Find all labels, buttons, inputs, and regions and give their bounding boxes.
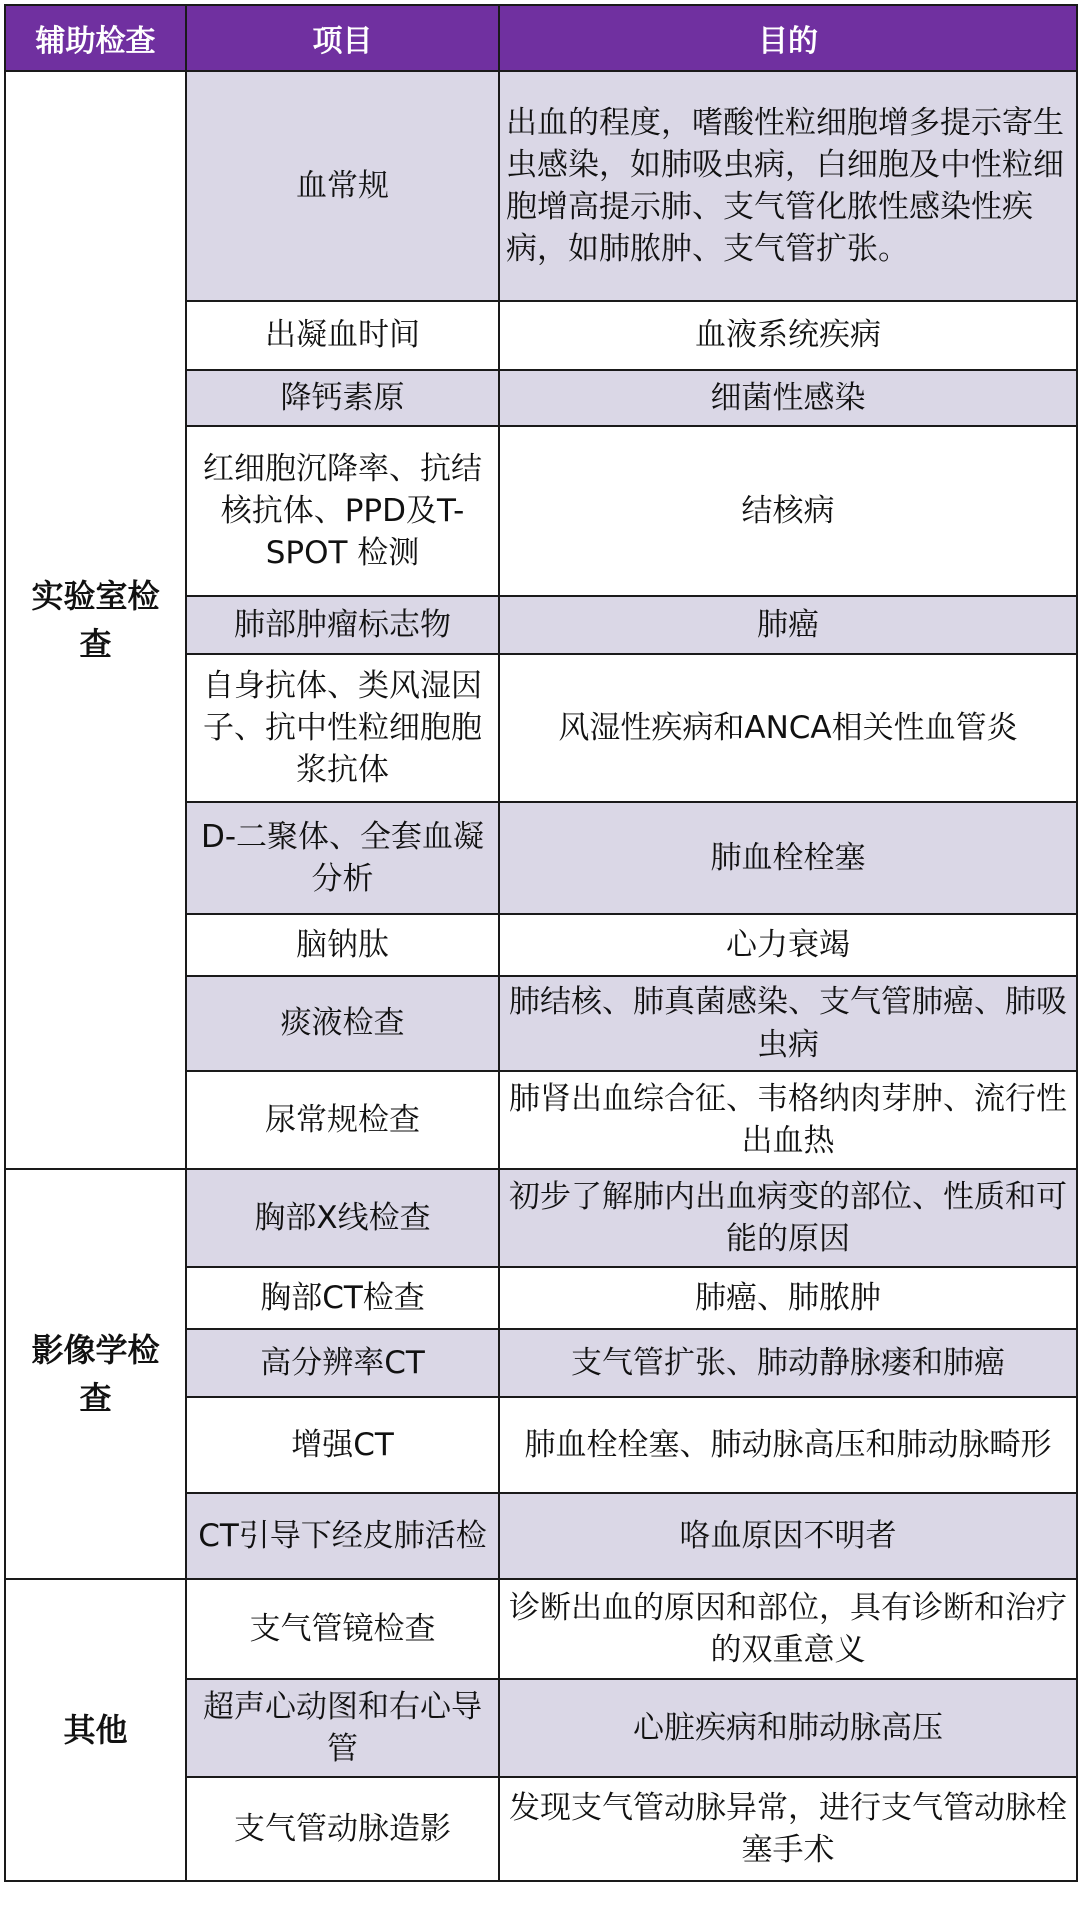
header-purpose: 目的	[499, 5, 1077, 71]
purpose-cell: 初步了解肺内出血病变的部位、性质和可能的原因	[499, 1169, 1077, 1267]
purpose-cell: 血液系统疾病	[499, 301, 1077, 370]
header-row	[5, 5, 1077, 71]
auxiliary-exam-table	[4, 4, 1078, 1882]
item-cell: CT引导下经皮肺活检	[186, 1493, 499, 1579]
exam-table-container	[4, 4, 1076, 1903]
table-row	[5, 1169, 1077, 1267]
purpose-cell: 支气管扩张、肺动静脉瘘和肺癌	[499, 1329, 1077, 1397]
purpose-cell: 肺癌、肺脓肿	[499, 1267, 1077, 1329]
item-cell: 尿常规检查	[186, 1071, 499, 1169]
purpose-cell: 心脏疾病和肺动脉高压	[499, 1679, 1077, 1777]
header-item: 项目	[186, 5, 499, 71]
purpose-cell: 结核病	[499, 426, 1077, 596]
item-cell: 支气管动脉造影	[186, 1777, 499, 1881]
item-cell: 痰液检查	[186, 976, 499, 1071]
purpose-cell: 咯血原因不明者	[499, 1493, 1077, 1579]
item-cell: D-二聚体、全套血凝分析	[186, 802, 499, 914]
item-cell: 超声心动图和右心导管	[186, 1679, 499, 1777]
purpose-cell: 肺血栓栓塞、肺动脉高压和肺动脉畸形	[499, 1397, 1077, 1493]
item-cell: 支气管镜检查	[186, 1579, 499, 1679]
header-category: 辅助检查	[5, 5, 186, 71]
category-imaging: 影像学检查	[5, 1169, 186, 1579]
category-other: 其他	[5, 1579, 186, 1881]
purpose-cell: 风湿性疾病和ANCA相关性血管炎	[499, 654, 1077, 802]
item-cell: 高分辨率CT	[186, 1329, 499, 1397]
purpose-cell: 肺肾出血综合征、韦格纳肉芽肿、流行性出血热	[499, 1071, 1077, 1169]
purpose-cell: 发现支气管动脉异常，进行支气管动脉栓塞手术	[499, 1777, 1077, 1881]
item-cell: 肺部肿瘤标志物	[186, 596, 499, 654]
item-cell: 自身抗体、类风湿因子、抗中性粒细胞胞浆抗体	[186, 654, 499, 802]
table-row	[5, 1579, 1077, 1679]
item-cell: 血常规	[186, 71, 499, 301]
table-row	[5, 71, 1077, 301]
category-lab: 实验室检查	[5, 71, 186, 1169]
purpose-cell: 细菌性感染	[499, 370, 1077, 426]
purpose-cell: 心力衰竭	[499, 914, 1077, 976]
purpose-cell: 诊断出血的原因和部位，具有诊断和治疗的双重意义	[499, 1579, 1077, 1679]
item-cell: 红细胞沉降率、抗结核抗体、PPD及T-SPOT 检测	[186, 426, 499, 596]
item-cell: 胸部CT检查	[186, 1267, 499, 1329]
purpose-cell: 出血的程度，嗜酸性粒细胞增多提示寄生虫感染，如肺吸虫病，白细胞及中性粒细胞增高提示肺、支气管化脓性感染性疾病，如肺脓肿、支气管扩张。	[499, 71, 1077, 301]
item-cell: 脑钠肽	[186, 914, 499, 976]
item-cell: 降钙素原	[186, 370, 499, 426]
item-cell: 增强CT	[186, 1397, 499, 1493]
purpose-cell: 肺结核、肺真菌感染、支气管肺癌、肺吸虫病	[499, 976, 1077, 1071]
purpose-cell: 肺癌	[499, 596, 1077, 654]
item-cell: 出凝血时间	[186, 301, 499, 370]
purpose-cell: 肺血栓栓塞	[499, 802, 1077, 914]
item-cell: 胸部X线检查	[186, 1169, 499, 1267]
